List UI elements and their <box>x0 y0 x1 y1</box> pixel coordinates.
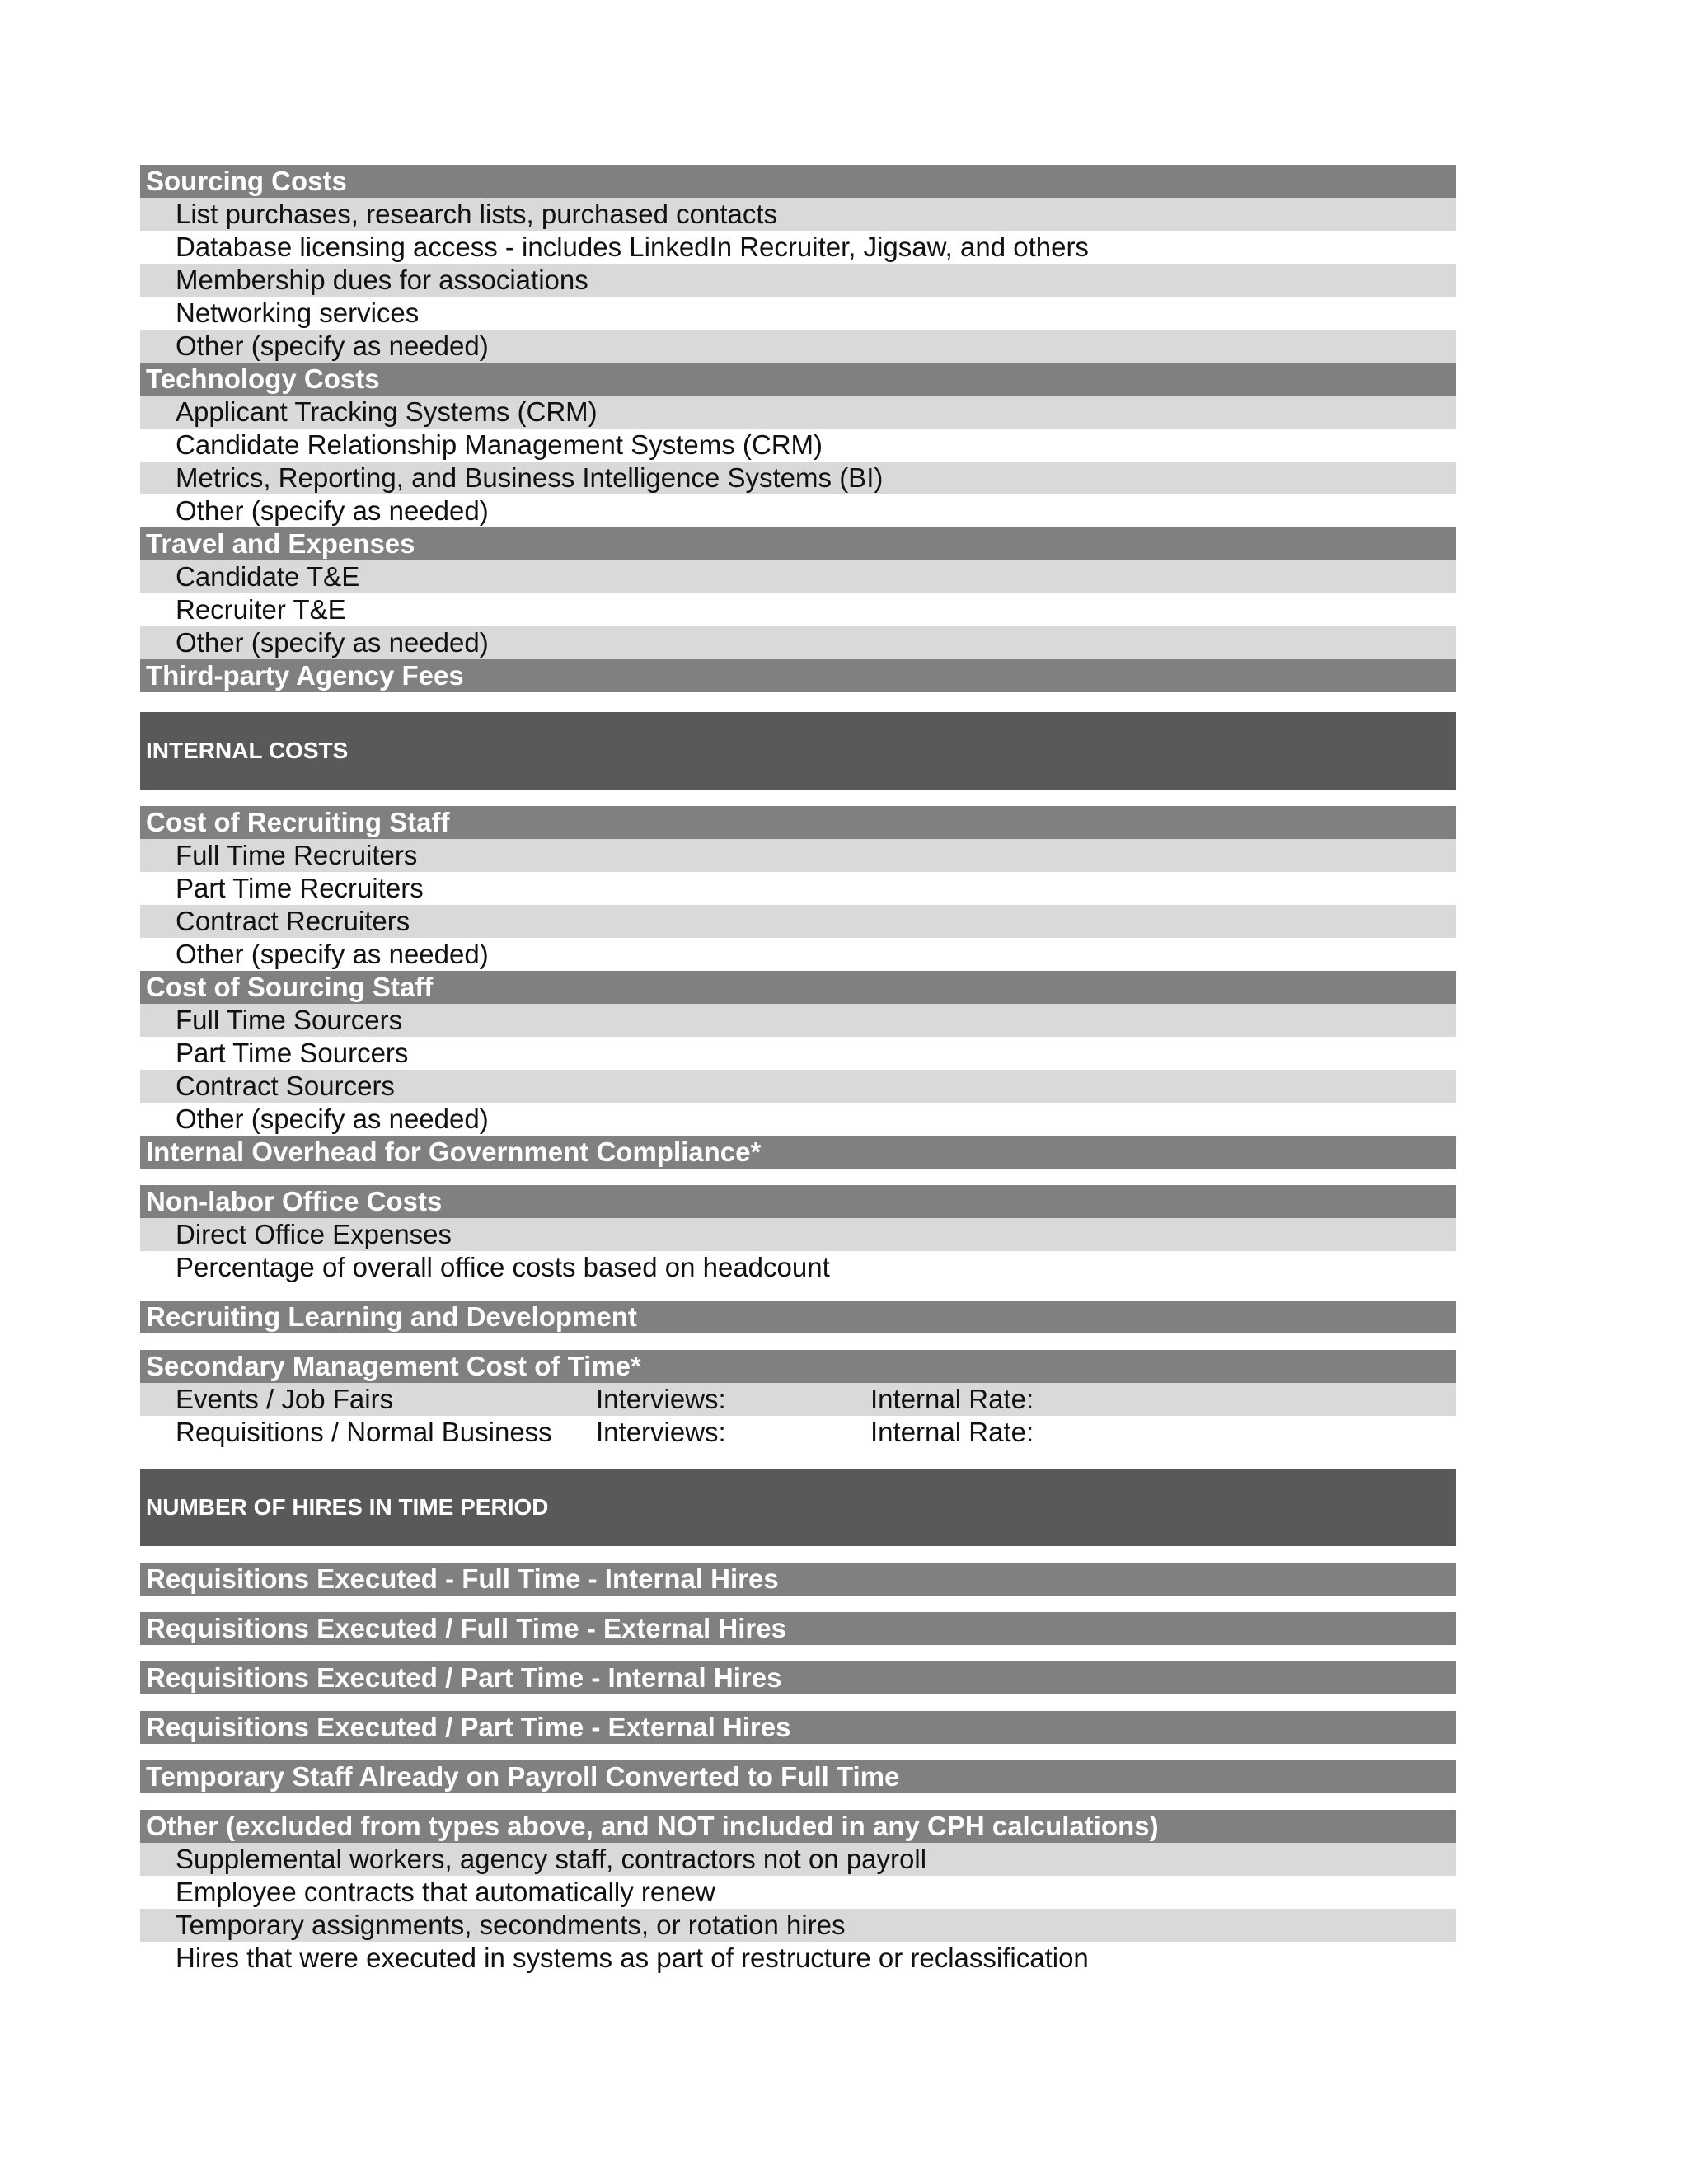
section-header-travel-expenses: Travel and Expenses <box>140 527 1456 560</box>
line-item: Full Time Recruiters <box>140 839 1456 872</box>
internal-rate-label: Internal Rate: <box>870 1384 1034 1414</box>
band-hires: NUMBER OF HIRES IN TIME PERIOD <box>140 1469 1456 1546</box>
section-header-agency-fees: Third-party Agency Fees <box>140 659 1456 692</box>
section-header-hire-type: Requisitions Executed / Part Time - External Hires <box>140 1711 1456 1744</box>
line-item: Other (specify as needed) <box>176 495 489 526</box>
line-item: Contract Sourcers <box>140 1070 1456 1103</box>
section-header-sourcing-staff: Cost of Sourcing Staff <box>140 971 1456 1004</box>
section-header-hire-type: Temporary Staff Already on Payroll Converted to Full Time <box>140 1760 1456 1793</box>
line-item: Supplemental workers, agency staff, contractors not on payroll <box>140 1843 1456 1876</box>
section-header-gov-compliance: Internal Overhead for Government Compliance* <box>140 1136 1456 1169</box>
line-item: Percentage of overall office costs based on headcount <box>176 1252 830 1282</box>
section-header-other: Other (excluded from types above, and NOT included in any CPH calculations) <box>140 1810 1456 1843</box>
line-item: Other (specify as needed) <box>176 939 489 969</box>
line-item: Networking services <box>176 298 420 328</box>
section-header-learning: Recruiting Learning and Development <box>140 1301 1456 1333</box>
line-item: Other (specify as needed) <box>176 1104 489 1134</box>
band-internal-costs: INTERNAL COSTS <box>140 712 1456 790</box>
internal-rate-label: Internal Rate: <box>870 1417 1034 1447</box>
line-item: Database licensing access - includes LinkedIn Recruiter, Jigsaw, and others <box>176 232 1089 262</box>
interviews-label: Interviews: <box>596 1384 726 1414</box>
line-item: Recruiter T&E <box>176 594 346 625</box>
line-item: Applicant Tracking Systems (CRM) <box>140 396 1456 429</box>
section-header-technology-costs: Technology Costs <box>140 363 1456 396</box>
line-item: Metrics, Reporting, and Business Intelligence Systems (BI) <box>140 462 1456 494</box>
section-header-hire-type: Requisitions Executed / Full Time - External Hires <box>140 1612 1456 1645</box>
line-item: Hires that were executed in systems as part of restructure or reclassification <box>176 1943 1089 1973</box>
section-header-mgmt-time: Secondary Management Cost of Time* <box>140 1350 1456 1383</box>
mgmt-time-row <box>140 1383 1456 1416</box>
mgmt-row-label: Events / Job Fairs <box>176 1384 394 1414</box>
line-item: Direct Office Expenses <box>140 1218 1456 1251</box>
line-item: Other (specify as needed) <box>140 330 1456 363</box>
line-item: Candidate Relationship Management Systems (CRM) <box>176 429 823 460</box>
line-item: Employee contracts that automatically renew <box>176 1877 715 1907</box>
section-header-office-costs: Non-labor Office Costs <box>140 1185 1456 1218</box>
mgmt-time-row <box>140 1416 1456 1449</box>
interviews-label: Interviews: <box>596 1417 726 1447</box>
line-item: Other (specify as needed) <box>140 626 1456 659</box>
line-item: List purchases, research lists, purchased contacts <box>140 198 1456 231</box>
section-header-hire-type: Requisitions Executed - Full Time - Internal Hires <box>140 1563 1456 1596</box>
line-item: Full Time Sourcers <box>140 1004 1456 1037</box>
section-header-sourcing-costs: Sourcing Costs <box>140 165 1456 198</box>
line-item: Part Time Recruiters <box>176 873 424 903</box>
mgmt-row-label: Requisitions / Normal Business <box>176 1417 552 1447</box>
line-item: Part Time Sourcers <box>176 1038 409 1068</box>
section-header-recruiting-staff: Cost of Recruiting Staff <box>140 806 1456 839</box>
line-item: Membership dues for associations <box>140 264 1456 297</box>
line-item: Candidate T&E <box>140 560 1456 593</box>
section-header-hire-type: Requisitions Executed / Part Time - Internal Hires <box>140 1661 1456 1694</box>
line-item: Temporary assignments, secondments, or rotation hires <box>140 1909 1456 1942</box>
line-item: Contract Recruiters <box>140 905 1456 938</box>
